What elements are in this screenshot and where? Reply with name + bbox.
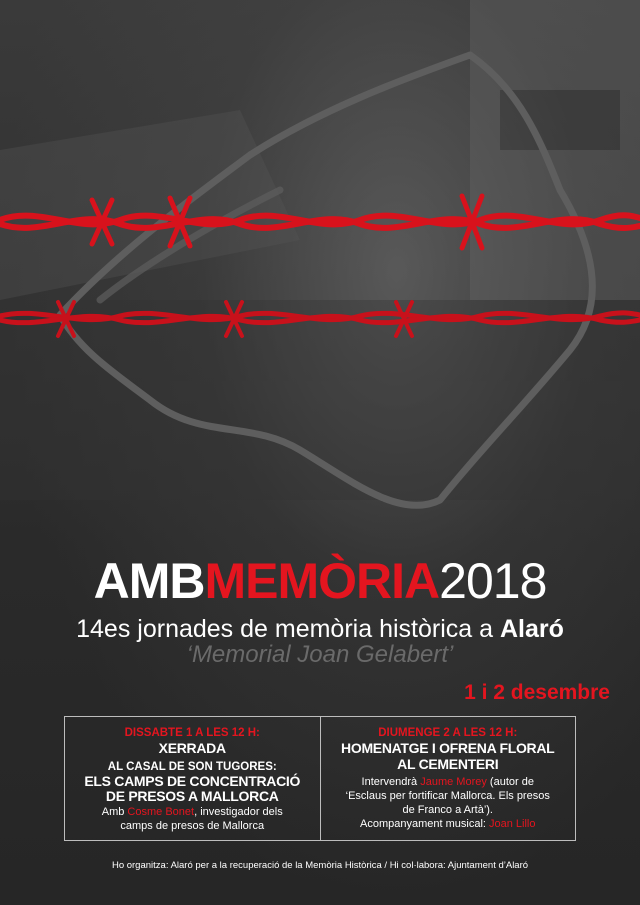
musician-name: Joan Lillo	[489, 818, 536, 830]
poster-title	[0, 553, 640, 609]
organizers-footer: Ho organitza: Alaró per a la recuperació de la Memòria Històrica / Hi col·labora: Ajuntament d’Alaró	[111, 860, 529, 871]
event-saturday	[65, 717, 320, 840]
event-dates: 1 i 2 desembre	[464, 681, 610, 704]
event-saturday-what: XERRADA	[158, 740, 226, 756]
event-saturday-speaker	[65, 805, 320, 819]
speaker-name: Cosme Bonet	[127, 806, 195, 818]
event-sunday-line3: de Franco a Artà’).	[402, 804, 493, 816]
event-sunday-when: DIUMENGE 2 A LES 12 H:	[378, 727, 518, 739]
event-sunday-what-line2: AL CEMENTERI	[397, 756, 499, 772]
event-sunday-line1	[321, 775, 576, 789]
event-sunday-what-line1: HOMENATGE I OFRENA FLORAL	[341, 740, 555, 756]
events-box	[64, 716, 576, 841]
event-saturday-topic-line1: ELS CAMPS DE CONCENTRACIÓ	[84, 773, 301, 789]
event-sunday-line2: ‘Esclaus per fortificar Mallorca. Els presos	[345, 790, 550, 802]
title-word-amb: AMB	[93, 553, 205, 609]
memorial-name: ‘Memorial Joan Gelabert’	[186, 641, 454, 668]
title-year: 2018	[439, 553, 547, 609]
event-sunday	[320, 717, 576, 840]
line4-prefix: Acompanyament musical:	[360, 818, 489, 830]
event-saturday-desc-line2: camps de presos de Mallorca	[120, 820, 265, 832]
event-sunday-line4	[321, 817, 576, 831]
subtitle-place: Alaró	[499, 615, 564, 643]
desc-suffix: , investigador dels	[194, 806, 283, 818]
speaker-name: Jaume Morey	[420, 776, 487, 788]
line1-suffix: (autor de	[486, 776, 534, 788]
desc-prefix: Amb	[101, 806, 128, 818]
line1-prefix: Intervendrà	[361, 776, 421, 788]
title-word-memoria: MEMÒRIA	[204, 553, 440, 609]
poster-subtitle	[0, 614, 640, 644]
event-saturday-when: DISSABTE 1 A LES 12 H:	[124, 727, 260, 739]
subtitle-text: 14es jornades de memòria històrica a	[76, 615, 500, 643]
event-saturday-topic-line2: DE PRESOS A MALLORCA	[105, 788, 279, 804]
event-saturday-where: AL CASAL DE SON TUGORES:	[107, 761, 277, 773]
